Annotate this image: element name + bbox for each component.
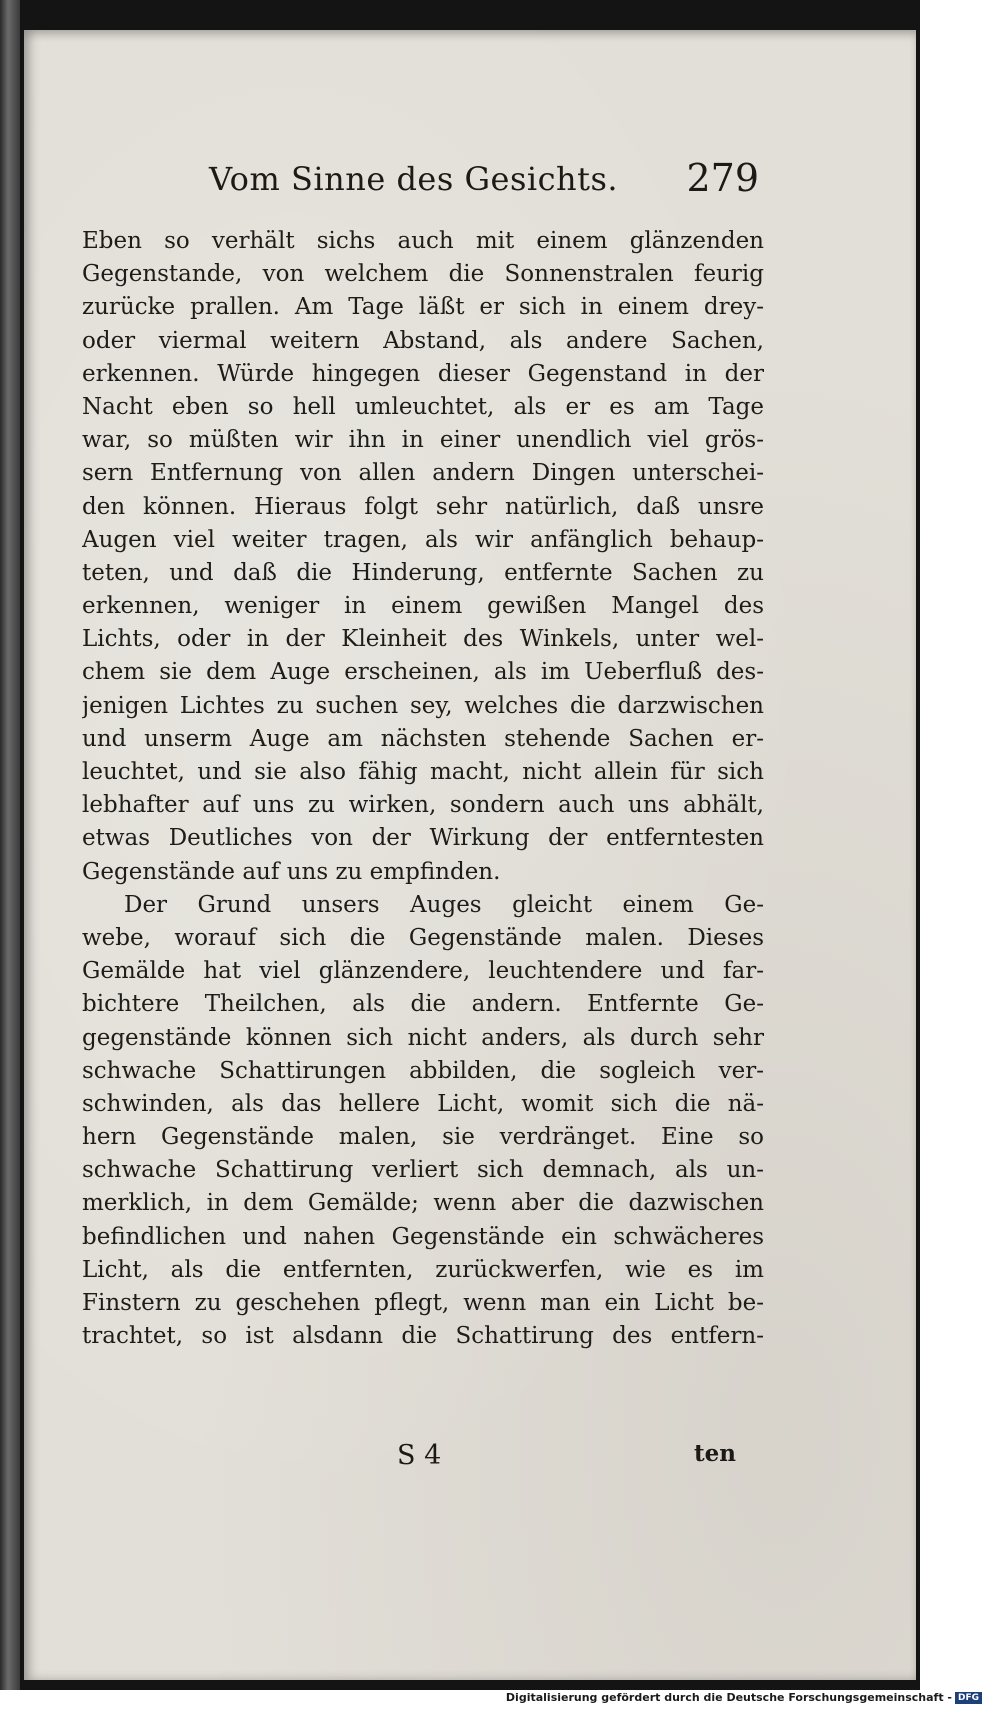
body-text [82,225,764,1353]
dfg-logo: DFG [955,1692,982,1704]
book-page [24,30,916,1680]
text-line: Eben so verhält sichs auch mit einem glänzenden [82,228,764,254]
page-footer [24,1440,916,1480]
text-line: erkennen, weniger in einem gewißen Mangel des [82,593,764,620]
text-line: Nacht eben so hell umleuchtet, als er es am Tage [82,393,764,420]
text-line: sern Entfernung von allen andern Dingen unterschei- [82,460,764,487]
running-title: Vom Sinne des Gesichts. [209,160,619,198]
text-line: jenigen Lichtes zu suchen sey, welches die darzwischen [82,692,764,719]
text-line: bichtere Theilchen, als die andern. Entfernte Ge- [82,991,764,1018]
text-line: war, so müßten wir ihn in einer unendlich viel grös- [82,427,764,454]
text-line: trachtet, so ist alsdann die Schattirung des entfern- [82,1323,764,1350]
text-line: Gemälde hat viel glänzendere, leuchtendere und far- [82,958,764,985]
text-line: und unserm Auge am nächsten stehende Sachen er- [82,725,764,752]
text-line-paragraph-start: Der Grund unsers Auges gleicht einem Ge- [124,891,764,918]
text-line: befindlichen und nahen Gegenstände ein schwächeres [82,1223,764,1250]
text-line: schwinden, als das hellere Licht, womit sich die nä- [82,1090,764,1117]
text-line: lebhafter auf uns zu wirken, sondern auch uns abhält, [82,792,764,819]
signature-mark: S 4 [397,1440,442,1471]
text-line-paragraph-end: Gegenstände auf uns zu empfinden. [82,858,501,885]
text-line: erkennen. Würde hingegen dieser Gegenstand in der [82,360,764,387]
text-line: gegenstände können sich nicht anders, als durch sehr [82,1024,764,1051]
text-line: oder viermal weitern Abstand, als andere Sachen, [82,327,764,354]
text-line: etwas Deutliches von der Wirkung der entferntesten [82,825,764,852]
text-line: chem sie dem Auge erscheinen, als im Ueberfluß des- [82,659,764,686]
text-line: schwache Schattirung verliert sich demnach, als un- [82,1157,764,1184]
text-line: den können. Hieraus folgt sehr natürlich, daß unsre [82,493,764,520]
text-line: Finstern zu geschehen pflegt, wenn man ein Licht be- [82,1290,764,1316]
credit-bar [0,1690,1000,1709]
book-spine-edge [0,0,20,1690]
page-header [209,156,759,204]
text-line: schwache Schattirungen abbilden, die sogleich ver- [82,1057,764,1084]
text-line: zurücke prallen. Am Tage läßt er sich in einem drey- [82,294,764,321]
credit-text: Digitalisierung gefördert durch die Deutsche Forschungsgemeinschaft - [505,1691,952,1704]
text-line: Augen viel weiter tragen, als wir anfänglich behaup- [82,526,764,553]
text-line: Gegenstande, von welchem die Sonnenstralen feurig [82,261,764,288]
text-line: leuchtet, und sie also fähig macht, nicht allein für sich [82,759,764,785]
text-line: webe, worauf sich die Gegenstände malen. Dieses [82,924,764,951]
text-line: merklich, in dem Gemälde; wenn aber die dazwischen [82,1190,764,1217]
digitization-credit [506,1691,982,1704]
text-line: teten, und daß die Hinderung, entfernte Sachen zu [82,559,764,586]
catchword: ten [694,1440,736,1467]
text-line: Licht, als die entfernten, zurückwerfen, wie es im [82,1256,764,1283]
page-number: 279 [686,156,759,200]
text-line: hern Gegenstände malen, sie verdränget. Eine so [82,1124,764,1151]
text-line: Lichts, oder in der Kleinheit des Winkels, unter wel- [82,626,764,653]
